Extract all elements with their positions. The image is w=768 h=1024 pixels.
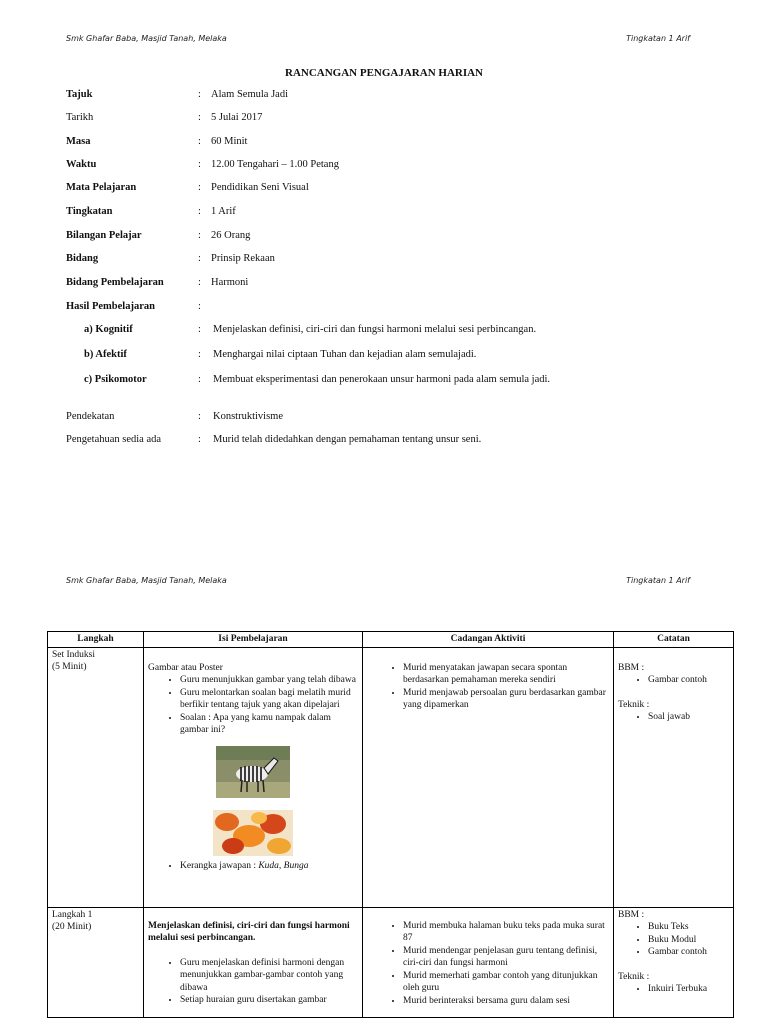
list-item: • Buku Teks bbox=[648, 921, 729, 934]
list-item: • Murid menyatakan jawapan secara spontan berdasarkan pemahaman mereka sendiri bbox=[403, 662, 609, 687]
notes-cell: BBM : • Gambar contoh Teknik : • Soal jawab bbox=[614, 647, 734, 907]
col-cadangan-aktiviti: Cadangan Aktiviti bbox=[363, 632, 614, 648]
content-cell bbox=[144, 647, 363, 907]
step-cell: Langkah 1 (20 Minit) bbox=[48, 907, 144, 1017]
list-item: • Murid mendengar penjelasan guru tentang definisi, ciri-ciri dan fungsi harmoni bbox=[403, 945, 609, 970]
outcome-kognitif: a) Kognitif : Menjelaskan definisi, ciri-ciri dan fungsi harmoni melalui sesi perbincangan. bbox=[84, 324, 537, 335]
list-item: • Gambar contoh bbox=[648, 946, 729, 959]
class-name: Tingkatan 1 Arif bbox=[626, 34, 690, 43]
field-bidang-pembelajaran: Bidang Pembelajaran : Harmoni bbox=[66, 277, 249, 288]
outcome-psikomotor: c) Psikomotor : Membuat eksperimentasi dan penerokaan unsur harmoni pada alam semula jadi. bbox=[84, 374, 551, 385]
activity-cell bbox=[363, 907, 614, 1017]
field-waktu: Waktu : 12.00 Tengahari – 1.00 Petang bbox=[66, 159, 339, 170]
field-tarikh: Tarikh : 5 Julai 2017 bbox=[66, 112, 263, 123]
step-cell: Set Induksi (5 Minit) bbox=[48, 647, 144, 907]
list-item: • Guru melontarkan soalan bagi melatih murid berfikir tentang tajuk yang akan dipelajari bbox=[180, 687, 358, 712]
lesson-table bbox=[47, 631, 734, 1018]
col-catatan: Catatan bbox=[614, 632, 734, 648]
field-bilangan-pelajar: Bilangan Pelajar : 26 Orang bbox=[66, 230, 251, 241]
table-header-row bbox=[48, 632, 734, 648]
notes-cell: BBM : • Buku Teks • Buku Modul • Gambar contoh Teknik : • Inkuiri Terbuka bbox=[614, 907, 734, 1017]
activity-cell bbox=[363, 647, 614, 907]
field-pendekatan: Pendekatan : Konstruktivisme bbox=[66, 411, 283, 422]
list-item: • Guru menjelaskan definisi harmoni dengan menunjukkan gambar-gambar contoh yang dibawa bbox=[180, 957, 358, 995]
list-item: • Murid berinteraksi bersama guru dalam sesi bbox=[403, 995, 609, 1008]
field-pengetahuan-sedia-ada: Pengetahuan sedia ada : Murid telah didedahkan dengan pemahaman tentang unsur seni. bbox=[66, 434, 482, 445]
list-item: • Murid menjawab persoalan guru berdasarkan gambar yang dipamerkan bbox=[403, 687, 609, 712]
list-item: • Soal jawab bbox=[648, 711, 729, 724]
list-item: • Inkuiri Terbuka bbox=[648, 983, 729, 996]
field-tingkatan: Tingkatan : 1 Arif bbox=[66, 206, 236, 217]
list-item: • Murid memerhati gambar contoh yang ditunjukkan oleh guru bbox=[403, 970, 609, 995]
field-bidang: Bidang : Prinsip Rekaan bbox=[66, 253, 275, 264]
field-mata-pelajaran: Mata Pelajaran : Pendidikan Seni Visual bbox=[66, 182, 309, 193]
content-cell bbox=[144, 907, 363, 1017]
list-item: • Setiap huraian guru disertakan gambar bbox=[180, 994, 358, 1007]
table-row bbox=[48, 907, 734, 1017]
page-header bbox=[66, 34, 690, 43]
class-name: Tingkatan 1 Arif bbox=[626, 576, 690, 585]
page-header-2 bbox=[66, 576, 690, 585]
document-title: RANCANGAN PENGAJARAN HARIAN bbox=[285, 67, 483, 79]
outcome-afektif: b) Afektif : Menghargai nilai ciptaan Tuhan dan kejadian alam semulajadi. bbox=[84, 349, 477, 360]
list-item: • Murid membuka halaman buku teks pada muka surat 87 bbox=[403, 920, 609, 945]
autumn-leaves-image bbox=[213, 810, 293, 856]
field-hasil-pembelajaran: Hasil Pembelajaran : bbox=[66, 301, 201, 312]
list-item: • Guru menunjukkan gambar yang telah dibawa bbox=[180, 674, 358, 687]
content-intro: Gambar atau Poster bbox=[148, 662, 223, 673]
school-name: Smk Ghafar Baba, Masjid Tanah, Melaka bbox=[66, 576, 227, 585]
list-item: • Soalan : Apa yang kamu nampak dalam gambar ini? bbox=[180, 712, 358, 737]
field-masa: Masa : 60 Minit bbox=[66, 136, 248, 147]
zebra-image bbox=[216, 746, 290, 798]
list-item: • Gambar contoh bbox=[648, 674, 729, 687]
col-isi-pembelajaran: Isi Pembelajaran bbox=[144, 632, 363, 648]
content-heading: Menjelaskan definisi, ciri-ciri dan fungsi harmoni melalui sesi perbincangan. bbox=[148, 920, 350, 943]
list-item: • Kerangka jawapan : Kuda, Bunga bbox=[180, 860, 358, 873]
list-item: • Buku Modul bbox=[648, 934, 729, 947]
table-row bbox=[48, 647, 734, 907]
school-name: Smk Ghafar Baba, Masjid Tanah, Melaka bbox=[66, 34, 227, 43]
col-langkah: Langkah bbox=[48, 632, 144, 648]
field-tajuk: Tajuk : Alam Semula Jadi bbox=[66, 89, 288, 100]
